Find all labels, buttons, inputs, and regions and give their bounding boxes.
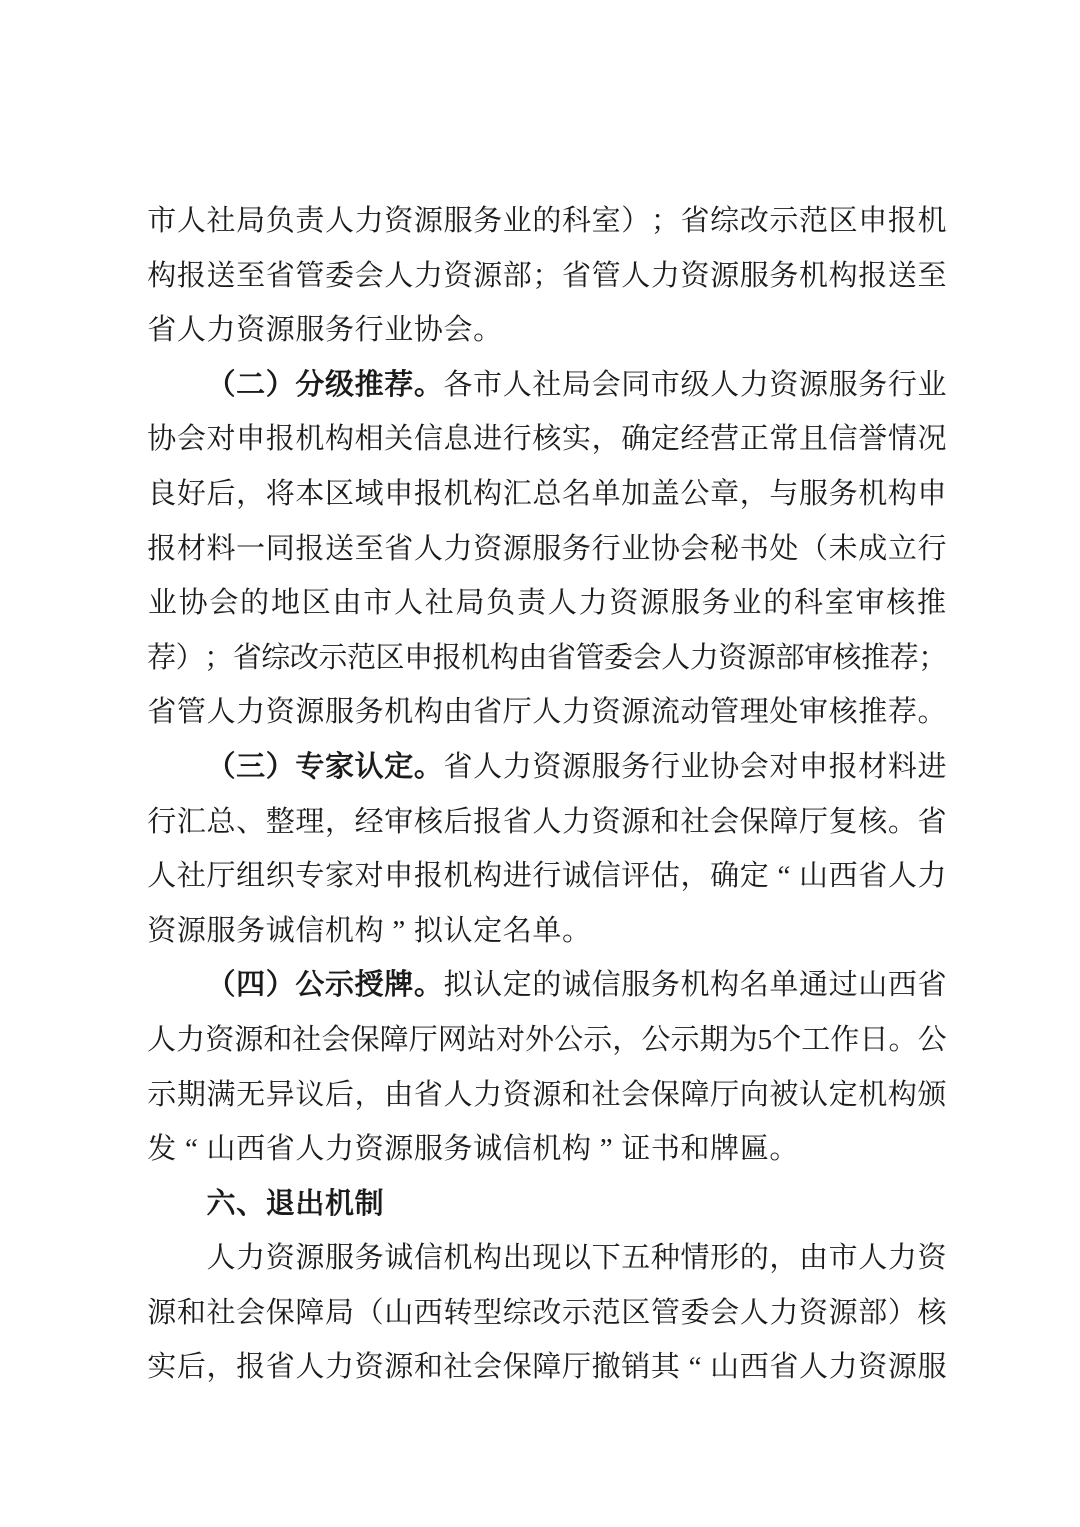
text-line: （ 三 ） 专 家 认 定 。 省 人 力 资 源 服 务 行 业 协 会 对 申 报 材 料 进 (206, 750, 947, 783)
paragraph-item-3-expert-determination (147, 740, 947, 958)
text-line: 人 力 资 源 服 务 诚 信 机 构 出 现 以 下 五 种 情 形 的 ， 由 市 人 力 资 (206, 1242, 947, 1275)
text-line: 构 报 送 至 省 管 委 会 人 力 资 源 部 ； 省 管 人 力 资 源 服 务 机 构 报 送 至 (147, 259, 947, 292)
paragraph-continuation (147, 194, 947, 358)
text-line: 人 力 资 源 和 社 会 保 障 厅 网 站 对 外 公 示 ， 公 示 期 为 5 个 工 作 日 。 公 (147, 1023, 947, 1056)
text-line: 资 源 服 务 诚 信 机 构 ” 拟 认 定 名 单 。 (147, 914, 592, 947)
heading-section-6-exit-mechanism (147, 1177, 947, 1232)
text-line: 示 期 满 无 异 议 后 ， 由 省 人 力 资 源 和 社 会 保 障 厅 向 被 认 定 机 构 颁 (147, 1078, 947, 1111)
text-line: 省 管 人 力 资 源 服 务 机 构 由 省 厅 人 力 资 源 流 动 管 理 处 审 核 推 荐 。 (147, 696, 947, 729)
text-line: 良 好 后 ， 将 本 区 域 申 报 机 构 汇 总 名 单 加 盖 公 章 ， 与 服 务 机 构 申 (147, 477, 947, 510)
document-text-block (147, 194, 947, 1395)
text-line: 省 人 力 资 源 服 务 行 业 协 会 。 (147, 314, 503, 347)
text-line: 协 会 对 申 报 机 构 相 关 信 息 进 行 核 实 ， 确 定 经 营 正 常 且 信 誉 情 况 (147, 423, 947, 456)
text-line: 业 协 会 的 地 区 由 市 人 社 局 负 责 人 力 资 源 服 务 业 的 科 室 审 核 推 (147, 587, 947, 620)
text-line: 荐 ） ； 省 综 改 示 范 区 申 报 机 构 由 省 管 委 会 人 力 资 源 部 审 核 推 荐 ； (147, 641, 948, 674)
paragraph-exit-mechanism-intro (147, 1231, 947, 1395)
paragraph-item-2-graded-recommendation (147, 358, 947, 740)
text-line: 人 社 厅 组 织 专 家 对 申 报 机 构 进 行 诚 信 评 估 ， 确 定 “ 山 西 省 人 力 (147, 860, 947, 893)
text-line: 报 材 料 一 同 报 送 至 省 人 力 资 源 服 务 行 业 协 会 秘 书 处 （ 未 成 立 行 (147, 532, 947, 565)
text-line: （ 二 ） 分 级 推 荐 。 各 市 人 社 局 会 同 市 级 人 力 资 源 服 务 行 业 (206, 368, 947, 401)
heading-line: 六 、 退 出 机 制 (206, 1187, 384, 1220)
text-line: （ 四 ） 公 示 授 牌 。 拟 认 定 的 诚 信 服 务 机 构 名 单 通 过 山 西 省 (206, 969, 947, 1002)
text-line: 实 后 ， 报 省 人 力 资 源 和 社 会 保 障 厅 撤 销 其 “ 山 西 省 人 力 资 源 服 (147, 1351, 947, 1384)
paragraph-item-4-publicity-award (147, 958, 947, 1176)
text-line: 市 人 社 局 负 责 人 力 资 源 服 务 业 的 科 室 ） ； 省 综 改 示 范 区 申 报 机 (147, 205, 947, 237)
text-line: 发 “ 山 西 省 人 力 资 源 服 务 诚 信 机 构 ” 证 书 和 牌 匾 。 (147, 1133, 799, 1166)
text-line: 源 和 社 会 保 障 局 （ 山 西 转 型 综 改 示 范 区 管 委 会 人 力 资 源 部 ） 核 (147, 1296, 947, 1329)
text-line: 行 汇 总 、 整 理 ， 经 审 核 后 报 省 人 力 资 源 和 社 会 保 障 厅 复 核 。 省 (147, 805, 947, 838)
